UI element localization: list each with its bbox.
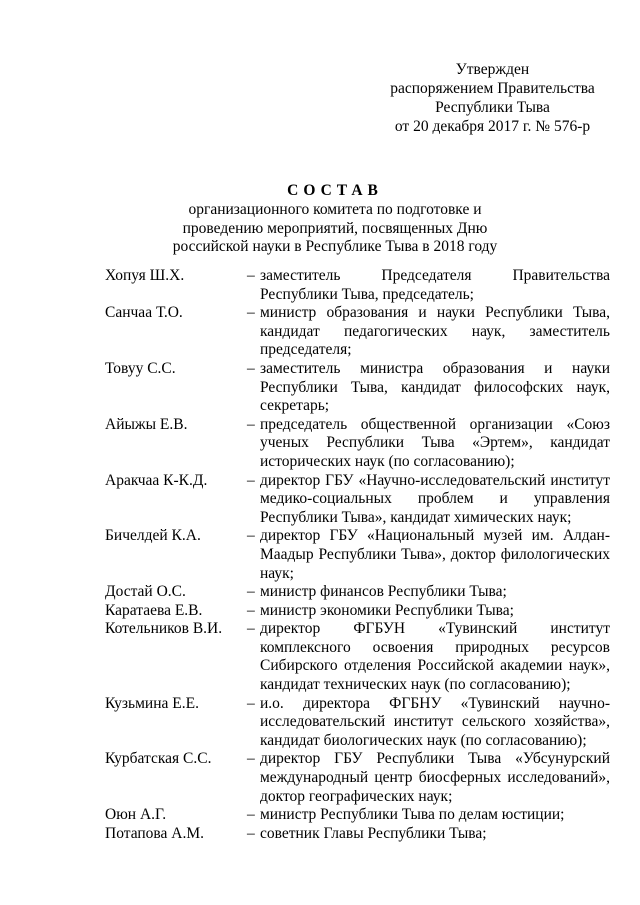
member-role: министр Республики Тыва по делам юстиции;	[260, 806, 565, 824]
dash: –	[247, 267, 255, 284]
member-row	[105, 472, 610, 528]
dash: –	[247, 824, 255, 842]
member-name: Оюн А.Г.	[105, 806, 167, 824]
approval-line: Утвержден	[455, 61, 530, 78]
member-role: директор ФГБУН «Тувинский институт комплексного освоения природных ресурсов Сибирского отделения Российской академии наук», кандидат технических наук (по согласованию);	[260, 620, 610, 694]
member-name: Котельников В.И.	[105, 620, 223, 638]
member-row	[105, 583, 610, 602]
member-row	[105, 806, 610, 825]
member-role: директор ГБУ «Национальный музей им. Алдан-Маадыр Республики Тыва», доктор филологических наук;	[260, 527, 610, 582]
member-row	[105, 360, 610, 416]
approval-block	[360, 60, 625, 136]
heading-line: проведению мероприятий, посвященных Дню	[182, 219, 488, 237]
dash: –	[247, 471, 255, 489]
dash: –	[247, 694, 255, 712]
document-title: СОСТАВ	[287, 182, 383, 199]
heading-line: российской науки в Республике Тыва в 2018 году	[172, 238, 498, 256]
approval-line: распоряжением Правительства	[390, 80, 595, 97]
member-name: Аракчаа К-К.Д.	[105, 471, 208, 489]
member-role: заместитель Председателя Правительства Республики Тыва, председатель;	[260, 267, 610, 303]
dash: –	[247, 415, 255, 433]
member-role: министр образования и науки Республики Тыва, кандидат педагогических наук, заместитель председателя;	[260, 304, 610, 359]
member-row	[105, 304, 610, 360]
dash: –	[247, 304, 255, 322]
member-name: Достай О.С.	[105, 583, 186, 601]
dash: –	[247, 601, 255, 619]
member-row	[105, 527, 610, 583]
member-name: Товуу С.С.	[105, 359, 176, 377]
member-name: Курбатская С.С.	[105, 750, 212, 768]
member-role: министр финансов Республики Тыва;	[260, 583, 507, 601]
member-name: Потапова А.М.	[105, 824, 205, 842]
member-name: Айыжы Е.В.	[105, 415, 188, 433]
member-row	[105, 695, 610, 751]
member-row	[105, 750, 610, 806]
member-row	[105, 602, 610, 621]
approval-line: Республики Тыва	[435, 99, 550, 116]
member-role: директор ГБУ «Научно-исследовательский институт медико-социальных проблем и управления Республики Тыва», кандидат химических наук;	[260, 471, 610, 526]
member-role: председатель общественной организации «Союз ученых Республики Тыва «Эртем», кандидат исторических наук (по согласованию);	[260, 415, 610, 470]
member-role: заместитель министра образования и науки Республики Тыва, кандидат философских наук, секретарь;	[260, 359, 610, 415]
document-heading	[100, 181, 570, 257]
dash: –	[247, 583, 255, 601]
members-list	[105, 267, 610, 843]
member-name: Санчаа Т.О.	[105, 304, 183, 322]
heading-line: организационного комитета по подготовке и	[188, 201, 482, 218]
dash: –	[247, 620, 255, 638]
member-row	[105, 416, 610, 472]
member-role: и.о. директора ФГБНУ «Тувинский научно-исследовательский институт сельского хозяйства», кандидат биологических наук (по согласованию);	[260, 694, 610, 749]
dash: –	[247, 359, 255, 377]
member-name: Бичелдей К.А.	[105, 527, 201, 545]
member-name: Кузьмина Е.Е.	[105, 694, 199, 712]
dash: –	[247, 806, 255, 824]
member-name: Каратаева Е.В.	[105, 601, 203, 619]
member-role: директор ГБУ Республики Тыва «Убсунурский международный центр биосферных исследований», доктор географических наук;	[260, 750, 610, 805]
dash: –	[247, 527, 255, 545]
member-role: советник Главы Республики Тыва;	[260, 824, 487, 842]
approval-line: от 20 декабря 2017 г. № 576-р	[394, 118, 591, 135]
member-row	[105, 825, 610, 844]
member-row	[105, 267, 610, 304]
member-row	[105, 620, 610, 694]
member-role: министр экономики Республики Тыва;	[260, 601, 514, 619]
dash: –	[247, 750, 255, 768]
member-name: Хопуя Ш.Х.	[105, 267, 185, 284]
